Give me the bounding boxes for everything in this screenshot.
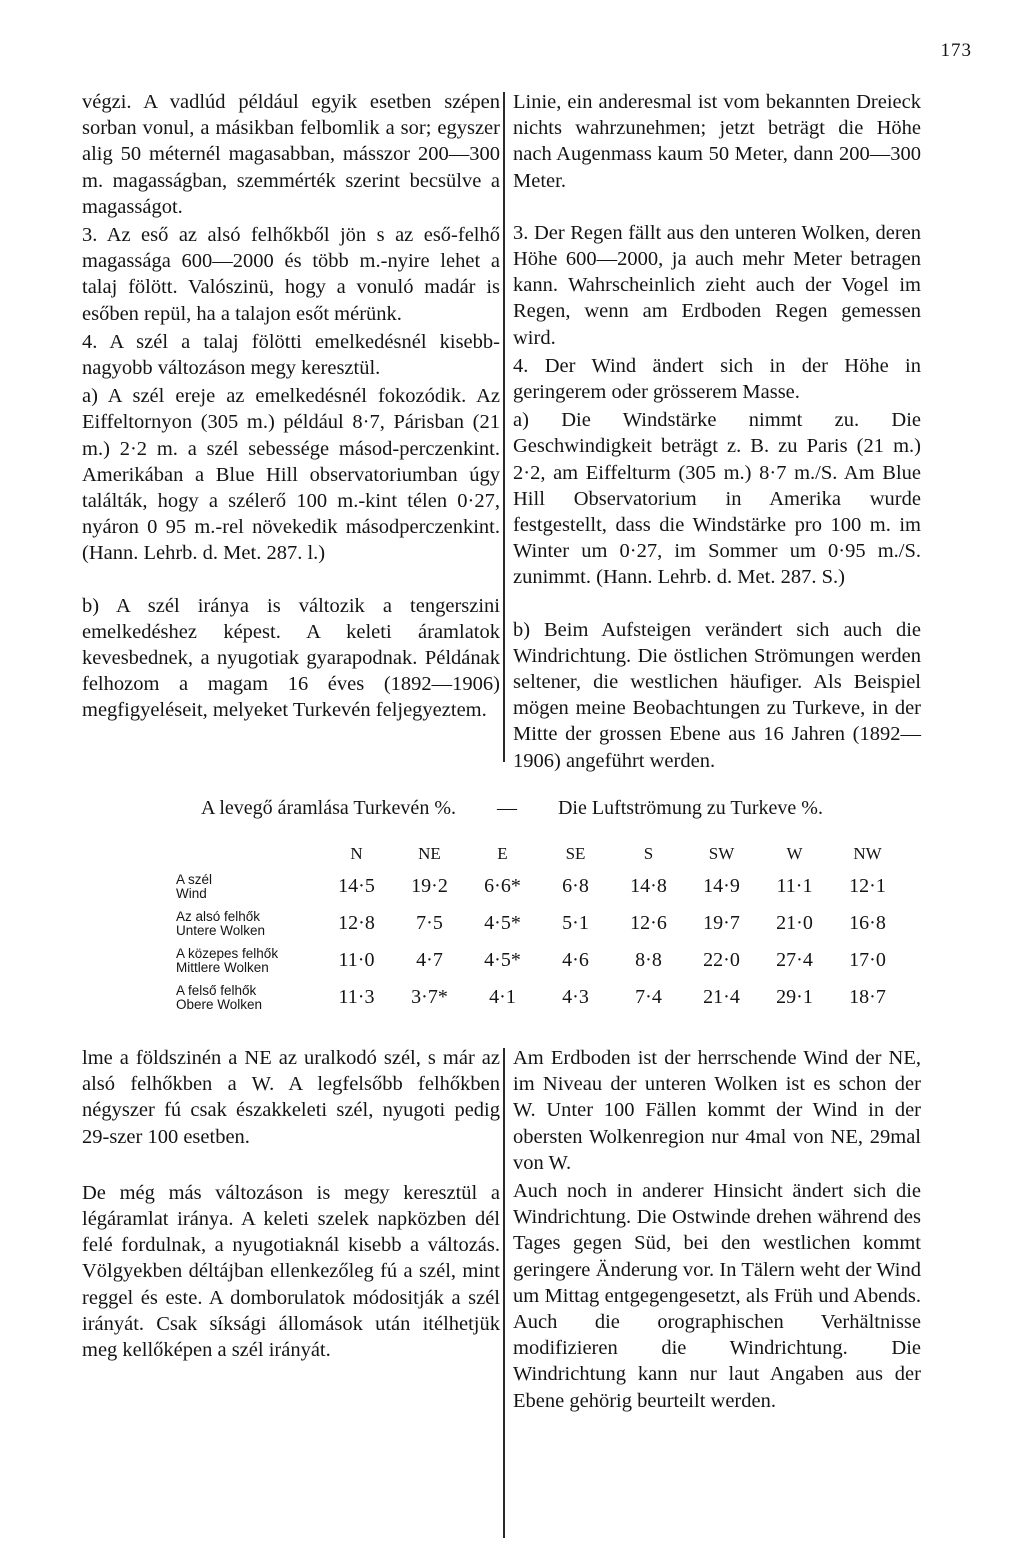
header-cell: S [643,844,654,863]
table-cell: 3·7* [411,986,448,1008]
paragraph: lme a földszinén a NE az uralkodó szél, s már az alsó felhőkben a W. A legfelsőbb felhőkben négyszer fú csak északkeleti szél, nyugoti pedig 29-szer 100 esetben. [82,1047,500,1148]
paragraph: Linie, ein anderesmal ist vom bekannten Dreieck nichts wahrzunehmen; jetzt beträgt die Höhe nach Augenmass kaum 50 Meter, dann 200—300 Meter. [513,91,921,192]
table-row [176,942,904,979]
row-label-german: Mittlere Wolken [176,959,269,975]
header-cell: SE [565,844,586,863]
table-cell: 16·8 [849,912,886,934]
paragraph: a) Die Windstärke nimmt zu. Die Geschwindigkeit beträgt z. B. zu Paris (21 m.) 2·2, am Eiffelturm (305 m.) 8·7 m./S. Am Blue Hill Observatorium in Amerika wurde festgestellt, dass die Windstärke pro 100 m. im Winter um 0·27, im Sommer um 0·95 m./S. zunimmt. (Hann. Lehrb. d. Met. 287. S.) [513,409,921,589]
paragraph: b) A szél iránya is változik a tengerszini emelkedéshez képest. A keleti áramlatok kevesbednek, a nyugotiak gyarapodnak. Példának felhozom a magam 16 éves (1892—1906) megfigyeléseit, melyeket Turkevén feljegyeztem. [82,594,500,722]
table-cell: 12·1 [849,875,886,897]
german-column-bottom [513,1045,921,1414]
row-label-hungarian: A felső felhők [176,982,257,998]
table-cell: 4·6 [562,949,589,971]
header-blank [176,840,320,868]
table-cell: 18·7 [849,986,886,1008]
table-cell: 4·5* [484,949,521,971]
title-dash: — [496,797,517,819]
table-cell: 6·6* [484,875,521,897]
paragraph: De még más változáson is megy keresztül a légáramlat iránya. A keleti szelek napközben dél felé fordulnak, a nyugotiaknál kisebb a változás. Völgyekben déltájban ellenkezőleg fú a szél, mint reggel és este. A domborulatok módositják a szél irányát. Csak síksági állomások után itélhetjük meg kellőképen a szél irányát. [82,1181,500,1362]
table-cell: 8·8 [635,949,662,971]
table-row [176,868,904,905]
table-cell: 4·1 [489,986,516,1008]
row-label-hungarian: A szél [176,871,213,887]
table-cell: 29·1 [776,986,813,1008]
table-cell: 11·0 [338,949,375,971]
table-cell: 19·2 [411,875,448,897]
table-row [176,979,904,1016]
paragraph: 4. A szél a talaj fölötti emelkedésnél kisebb-nagyobb változáson megy keresztül. [82,330,500,380]
paragraph: b) Beim Aufsteigen verändert sich auch die Windrichtung. Die östlichen Strömungen werden seltener, die westlichen häufiger. Als Beispiel mögen meine Beobachtungen zu Turkeve, in der Mitte der grossen Ebene aus 16 Jahren (1892—1906) angeführt werden. [513,618,921,772]
header-cell: N [350,844,363,863]
table-title [0,797,1024,820]
table-cell: 14·5 [338,875,375,897]
table-cell: 7·4 [635,986,662,1008]
paragraph: a) A szél ereje az emelkedésnél fokozódik. Az Eiffeltornyon (305 m.) például 8·7, Párisban (21 m.) 2·2 m. a szél sebessége másod-perczenkint. Amerikában a Blue Hill observatoriumban úgy találták, hogy a szélerő 100 m.-kint télen 0·27, nyáron 0 95 m.-rel növekedik másodperczenkint. (Hann. Lehrb. d. Met. 287. l.) [82,385,500,565]
row-label-hungarian: Az alsó felhők [176,908,261,924]
table-cell: 22·0 [703,949,740,971]
table-header-row [176,840,904,868]
table-title-hungarian: A levegő áramlása Turkevén %. [201,797,456,819]
header-cell: E [497,844,508,863]
table-cell: 7·5 [416,912,443,934]
table-cell: 14·9 [703,875,740,897]
header-cell: SW [708,844,735,863]
hungarian-column-top [82,89,500,724]
paragraph: 3. Der Regen fällt aus den unteren Wolken, deren Höhe 600—2000, ja auch mehr Meter betragen kann. Wahrscheinlich zieht auch der Vogel im Regen, wenn am Erdboden Regen gemessen wird. [513,221,921,349]
table-cell: 4·5* [484,912,521,934]
table-title-german: Die Luftströmung zu Turkeve %. [557,797,823,819]
table-cell: 17·0 [849,949,886,971]
header-cell: W [786,844,803,863]
paragraph: végzi. A vadlúd például egyik esetben szépen sorban vonul, a másikban felbomlik a sor; egyszer alig 50 méternél magasabban, másszor 200—300 m. magasságban, szemmérték szerint becsülve a magasságot. [82,91,500,218]
row-label-german: Untere Wolken [176,922,266,938]
paragraph: Auch noch in anderer Hinsicht ändert sich die Windrichtung. Die Ostwinde drehen während des Tages gegen Süd, bei den westlichen kommt geringere Änderung vor. In Tälern weht der Wind um Mittag entgegengesetzt, als Früh und Abends. Auch die orographischen Verhältnisse modifizieren die Windrichtung. Die Windrichtung kann nur laut Angaben aus der Ebene gehörig beurteilt werden. [513,1180,921,1412]
table-cell: 11·1 [776,875,813,897]
table-cell: 14·8 [630,875,667,897]
row-label-german: Obere Wolken [176,996,263,1012]
table-cell: 6·8 [562,875,589,897]
table-cell: 12·8 [338,912,375,934]
hungarian-column-bottom [82,1045,500,1363]
table-cell: 4·3 [562,986,589,1008]
table-cell: 21·0 [776,912,813,934]
row-label [176,868,320,905]
paragraph: Am Erdboden ist der herrschende Wind der NE, im Niveau der unteren Wolken ist es schon der W. Unter 100 Fällen kommt der Wind in der obersten Wolkenregion nur 4mal von NE, 29mal von W. [513,1047,921,1174]
table-cell: 11·3 [338,986,375,1008]
table-cell: 4·7 [416,949,443,971]
row-label [176,942,320,979]
wind-direction-table [176,840,904,1016]
page-number: 173 [940,40,972,61]
table-cell: 21·4 [703,986,740,1008]
german-column-top [513,89,921,774]
row-label [176,979,320,1016]
row-label [176,905,320,942]
row-label-german: Wind [176,885,207,901]
paragraph: 4. Der Wind ändert sich in der Höhe in geringerem oder grösserem Masse. [513,354,921,404]
table-cell: 5·1 [562,912,589,934]
paragraph: 3. Az eső az alsó felhőkből jön s az eső-felhő magassága 600—2000 és több m.-nyire lehet a talaj fölött. Valószinü, hogy a vonuló madár is esőben repül, ha a talajon esőt mérünk. [82,224,500,325]
header-cell: NE [418,844,441,863]
row-label-hungarian: A közepes felhők [176,945,279,961]
table-cell: 19·7 [703,912,740,934]
table-cell: 12·6 [630,912,667,934]
table-cell: 27·4 [776,949,813,971]
column-divider [503,1048,505,1538]
header-cell: NW [853,844,882,863]
column-divider [503,92,505,762]
table-row [176,905,904,942]
